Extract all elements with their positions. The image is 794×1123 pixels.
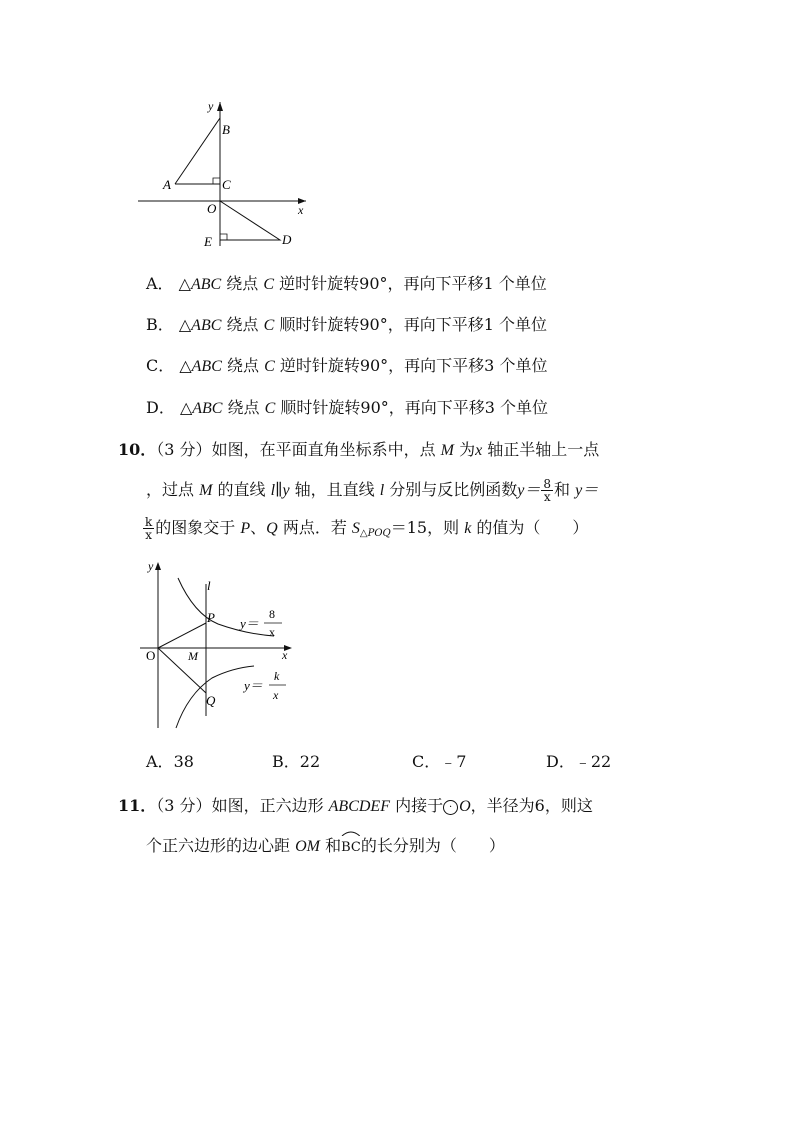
q11-text: 个正六边形的边心距	[146, 836, 296, 855]
option-c: C	[263, 317, 275, 334]
q10-text: 两点．若	[277, 518, 352, 537]
right-angle-mark-e	[220, 234, 227, 240]
q10-option-a[interactable]	[146, 752, 194, 772]
label-x: x	[298, 203, 304, 217]
q10-score: （3 分）	[156, 440, 212, 459]
circle-dot-symbol: ·	[443, 800, 458, 815]
option-rot: 逆时针旋转90°，再向下平移3 个单位	[274, 356, 548, 375]
option-letter: A．	[146, 752, 174, 771]
q11-score: （3 分）	[156, 796, 212, 815]
q10-m: M	[199, 482, 213, 499]
label-o: O	[207, 201, 217, 216]
eq-top-num: 8	[269, 607, 275, 621]
label-o: O	[146, 648, 156, 663]
option-abc: ABC	[191, 358, 222, 375]
q9-option-c[interactable]	[146, 356, 547, 377]
q10-line-1	[118, 440, 599, 461]
y-axis-arrow	[217, 102, 223, 111]
option-letter: D．	[146, 398, 175, 417]
q10-line-2	[146, 478, 598, 503]
label-c: C	[222, 177, 231, 192]
label-m: M	[188, 649, 198, 663]
q10-option-b[interactable]	[272, 752, 320, 772]
option-c: C	[263, 276, 275, 293]
option-letter: D．	[546, 752, 575, 771]
q11-text: 如图，正六边形	[211, 796, 329, 815]
option-value: 38	[173, 752, 194, 771]
label-x: x	[282, 648, 288, 662]
label-b: B	[222, 122, 230, 137]
option-mid: 绕点	[222, 398, 265, 417]
q11-circle-o: O	[459, 798, 471, 815]
frac-den: x	[145, 528, 153, 542]
option-letter: B．	[272, 752, 300, 771]
segment-oq	[158, 648, 206, 693]
option-letter: C．	[146, 356, 175, 375]
q10-l: l	[379, 482, 385, 499]
q10-l: l	[270, 482, 276, 499]
q10-x: x	[475, 442, 483, 459]
q10-frac-8-over-x	[541, 478, 553, 503]
q10-eq1: y＝	[517, 482, 541, 499]
q10-s: S	[351, 520, 360, 537]
arc-label: BC	[341, 840, 361, 855]
q10-text: 轴正半轴上一点	[482, 440, 600, 459]
triangle-oed	[220, 201, 280, 240]
label-a: A	[163, 177, 171, 192]
option-c: C	[264, 400, 276, 417]
label-y: y	[148, 559, 154, 573]
right-angle-mark-c	[213, 178, 220, 184]
option-triangle: △	[178, 315, 192, 334]
q10-text: ，过点	[146, 480, 200, 499]
eq-bot-den: x	[273, 688, 279, 702]
eq-bot-y: y＝	[244, 678, 263, 693]
option-mid: 绕点	[221, 274, 264, 293]
q9-option-d[interactable]	[146, 398, 548, 419]
q10-option-c[interactable]	[412, 752, 466, 772]
option-value: 22	[299, 752, 321, 771]
q10-number: 10．	[118, 440, 157, 459]
figure-inverse-proportion	[136, 556, 306, 736]
q11-text: ，半径为6，则这	[470, 796, 593, 815]
q11-om: OM	[295, 838, 320, 855]
q11-line-1	[118, 796, 593, 817]
q10-p: P	[240, 520, 251, 537]
figure-rotation-diagram	[130, 96, 320, 256]
option-value: ﹣7	[440, 752, 467, 771]
q11-number: 11．	[118, 796, 157, 815]
q10-eq2: y＝	[575, 482, 599, 499]
label-p: P	[207, 610, 215, 625]
label-l: l	[207, 578, 211, 593]
q11-line-2	[146, 836, 505, 858]
eq-top-y: y＝	[240, 616, 259, 631]
label-d: D	[282, 232, 292, 247]
q10-text: 的直线	[212, 480, 271, 499]
eq-top-den: x	[269, 625, 275, 639]
q11-text: 的长分别为（ ）	[360, 836, 505, 855]
q11-hexagon-name: ABCDEF	[328, 798, 390, 815]
segment-op	[158, 623, 206, 648]
option-rot: 逆时针旋转90°，再向下平移1 个单位	[274, 274, 547, 293]
q10-frac-k-over-x	[143, 516, 154, 541]
arc-mark	[341, 830, 361, 836]
triangle-abc	[175, 118, 220, 184]
q10-option-d[interactable]	[546, 752, 611, 772]
eq-bot-num: k	[274, 669, 280, 683]
option-rot: 顺时针旋转90°，再向下平移1 个单位	[274, 315, 547, 334]
frac-num: k	[145, 515, 153, 529]
option-mid: 绕点	[221, 315, 264, 334]
q10-text: 、	[250, 518, 267, 537]
q9-option-b[interactable]	[146, 315, 547, 336]
option-triangle: △	[179, 398, 193, 417]
option-letter: C．	[412, 752, 441, 771]
q11-text: 和	[319, 836, 342, 855]
option-rot: 顺时针旋转90°，再向下平移3 个单位	[275, 398, 549, 417]
q10-text: 如图，在平面直角坐标系中，点	[211, 440, 441, 459]
q10-k: k	[464, 520, 472, 537]
q11-text: 内接于	[389, 796, 444, 815]
q10-y: y	[282, 482, 290, 499]
q9-option-a[interactable]	[146, 274, 547, 295]
q10-line-3	[142, 516, 588, 544]
q10-text: 和	[554, 480, 576, 499]
option-letter: B．	[146, 315, 174, 334]
option-abc: ABC	[191, 317, 222, 334]
q10-text: 轴，且直线	[289, 480, 380, 499]
q10-m: M	[440, 442, 454, 459]
q10-parallel: ∥	[275, 480, 283, 499]
label-y: y	[208, 99, 214, 113]
q10-s-sub: △POQ	[359, 528, 391, 539]
option-triangle: △	[178, 274, 191, 293]
curve-8-over-x	[178, 578, 274, 636]
option-triangle: △	[179, 356, 192, 375]
option-c: C	[264, 358, 275, 375]
y-axis-arrow	[155, 562, 161, 570]
label-e: E	[204, 234, 212, 249]
q10-text: ＝15，则	[390, 518, 465, 537]
option-letter: A．	[146, 274, 174, 293]
option-abc: ABC	[190, 276, 222, 293]
q10-text: 的值为（ ）	[471, 518, 589, 537]
label-q: Q	[206, 693, 216, 708]
option-mid: 绕点	[221, 356, 265, 375]
q10-text: 分别与反比例函数	[384, 480, 518, 499]
q10-q: Q	[266, 520, 278, 537]
q10-text: 为	[453, 440, 476, 459]
frac-num: 8	[543, 477, 552, 491]
q11-arc-bc	[341, 836, 361, 858]
q10-text: 的图象交于	[155, 518, 241, 537]
option-abc: ABC	[192, 400, 223, 417]
frac-den: x	[543, 490, 551, 504]
option-value: ﹣22	[574, 752, 612, 771]
